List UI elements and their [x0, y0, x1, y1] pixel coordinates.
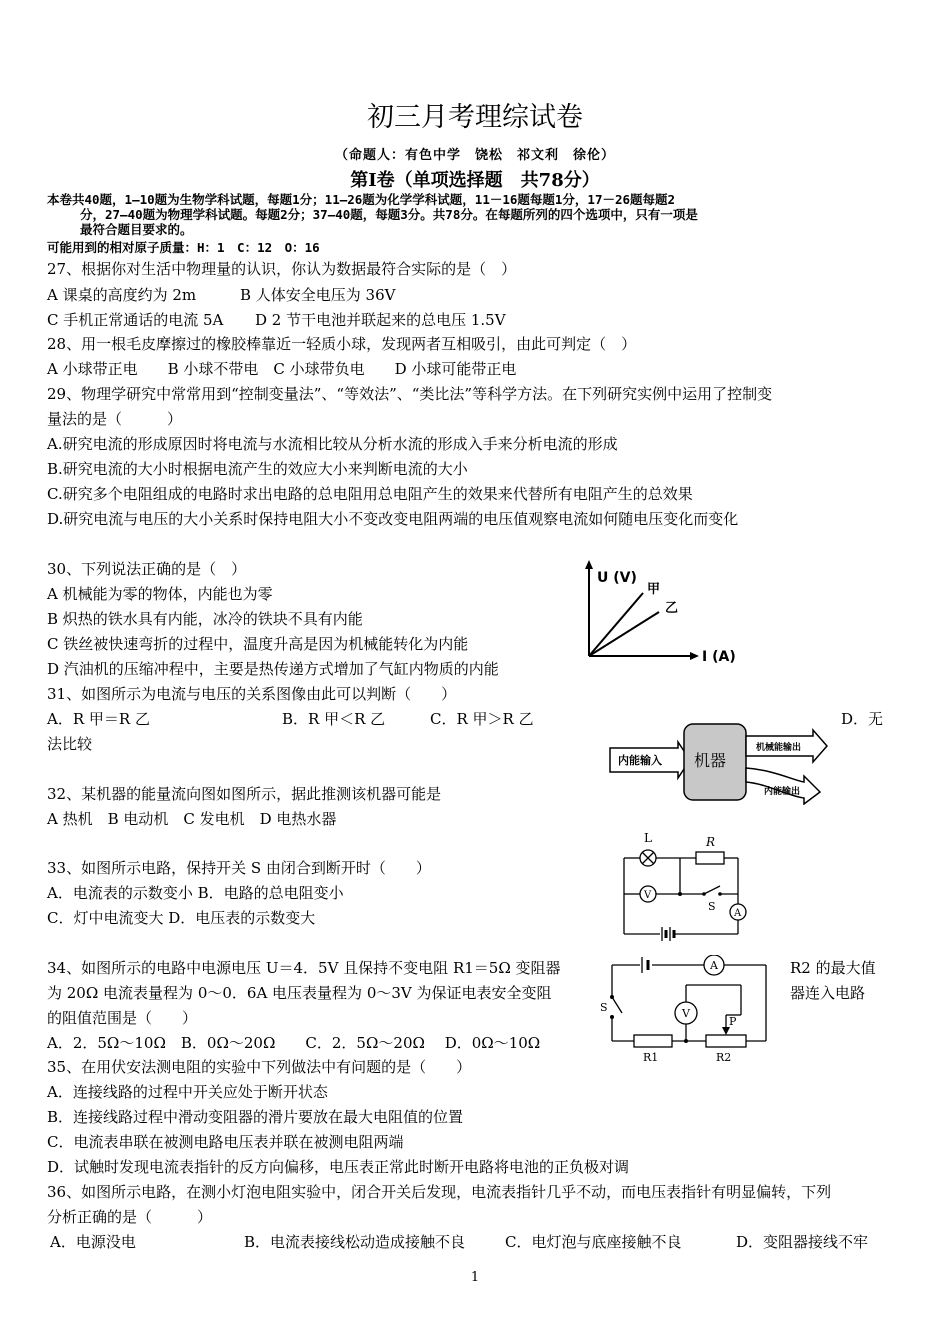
q31-option-d: D．无 [841, 710, 884, 728]
q31-option-b: B．R 甲＜R 乙 [282, 710, 386, 728]
q27-option-c: C 手机正常通话的电流 5A [47, 311, 224, 329]
q27-option-a: A 课桌的高度约为 2m [47, 286, 197, 304]
exam-title: 初三月考理综试卷 [367, 102, 583, 133]
q27-option-b: B 人体安全电压为 36V [240, 286, 396, 304]
q29-option-a: A.研究电流的形成原因时将电流与水流相比较从分析水流的形成入手来分析电流的形成 [47, 435, 618, 453]
q34-stem-2-right: 器连入电路 [790, 984, 866, 1002]
q34-stem-3: 的阻值范围是（ ） [47, 1009, 198, 1027]
q30-stem: 30、下列说法正确的是（ ） [47, 560, 247, 578]
u-i-graph [575, 560, 745, 670]
intro-line-1: 本卷共40题，1—10题为生物学科试题，每题1分；11—26题为化学学科试题，11－16题每题1分，17－26题每题2 [47, 192, 676, 207]
circuit-diagram-q33 [610, 826, 770, 946]
q36-option-b: B．电流表接线松动造成接触不良 [244, 1233, 466, 1251]
graph-y-label: U (V) [597, 570, 637, 586]
circuit1-label-l: L [644, 831, 652, 845]
q34-stem-1-right: R2 的最大值 [790, 959, 876, 977]
q31-option-a: A．R 甲＝R 乙 [47, 710, 150, 728]
q36-stem-2: 分析正确的是（ ） [47, 1208, 213, 1226]
q35-option-c: C．电流表串联在被测电路电压表并联在被测电阻两端 [47, 1133, 404, 1151]
q28-stem: 28、用一根毛皮摩擦过的橡胶棒靠近一轻质小球，发现两者互相吸引，由此可判定（ ） [47, 335, 637, 353]
q32-stem: 32、某机器的能量流向图如图所示，据此推测该机器可能是 [47, 785, 442, 803]
q27-option-d: D 2 节干电池并联起来的总电压 1.5V [255, 311, 506, 329]
circuit2-label-r1: R1 [643, 1051, 659, 1064]
circuit2-label-a: A [710, 959, 718, 972]
diagram-output-heat: 内能输出 [764, 787, 801, 797]
circuit1-label-a: A [734, 908, 742, 919]
intro-line-3: 最符合题目要求的。 [80, 222, 193, 237]
q29-option-c: C.研究多个电阻组成的电路时求出电路的总电阻用总电阻产生的效果来代替所有电阻产生的总效果 [47, 485, 693, 503]
circuit1-label-r: R [706, 835, 716, 849]
q34-stem-2: 为 20Ω 电流表量程为 0～0．6A 电压表量程为 0～3V 为保证电表安全变阻 [47, 984, 552, 1002]
section-heading: 第Ⅰ卷（单项选择题 共78分） [350, 170, 600, 191]
q29-stem-1: 29、物理学研究中常常用到“控制变量法”、“等效法”、“类比法”等科学方法。在下列研究实例中运用了控制变 [47, 385, 773, 403]
q36-option-c: C．电灯泡与底座接触不良 [505, 1233, 682, 1251]
diagram-input-label: 内能输入 [618, 754, 662, 767]
q36-stem-1: 36、如图所示电路，在测小灯泡电阻实验中，闭合开关后发现，电流表指针几乎不动，而电压表指针有明显偏转，下列 [47, 1183, 832, 1201]
graph-x-label: I (A) [702, 649, 736, 665]
q34-options: A．2．5Ω～10Ω B．0Ω～20Ω C．2．5Ω～20Ω D．0Ω～10Ω [47, 1034, 541, 1052]
circuit2-label-p: P [729, 1015, 737, 1028]
q31-stem: 31、如图所示为电流与电压的关系图像由此可以判断（ ） [47, 685, 457, 703]
diagram-machine-label: 机器 [694, 751, 727, 770]
q29-option-b: B.研究电流的大小时根据电流产生的效应大小来判断电流的大小 [47, 460, 468, 478]
diagram-output-mech: 机械能输出 [756, 743, 802, 753]
q29-option-d: D.研究电流与电压的大小关系时保持电阻大小不变改变电阻两端的电压值观察电流如何随电压变化而变化 [47, 510, 739, 528]
q36-option-a: A．电源没电 [50, 1233, 136, 1251]
q28-options: A 小球带正电 B 小球不带电 C 小球带负电 D 小球可能带正电 [47, 360, 517, 378]
q30-option-d: D 汽油机的压缩冲程中，主要是热传递方式增加了气缸内物质的内能 [47, 660, 499, 678]
q30-option-c: C 铁丝被快速弯折的过程中，温度升高是因为机械能转化为内能 [47, 635, 469, 653]
circuit2-label-v: V [682, 1007, 690, 1020]
q30-option-a: A 机械能为零的物体，内能也为零 [47, 585, 273, 603]
q35-stem: 35、在用伏安法测电阻的实验中下列做法中有问题的是（ ） [47, 1058, 472, 1076]
intro-line-2: 分，27—40题为物理学科试题。每题2分；37—40题，每题3分。共78分。在每题所列的四个选项中，只有一项是 [80, 207, 698, 222]
q33-stem: 33、如图所示电路，保持开关 S 由闭合到断开时（ ） [47, 859, 431, 877]
page-number: 1 [470, 1270, 480, 1285]
graph-line-jia: 甲 [647, 582, 661, 597]
q33-options-cd: C．灯中电流变大 D．电压表的示数变大 [47, 909, 316, 927]
circuit1-label-s: S [708, 900, 716, 913]
q30-option-b: B 炽热的铁水具有内能，冰冷的铁块不具有内能 [47, 610, 363, 628]
q35-option-d: D．试触时发现电流表指针的反方向偏移，电压表正常此时断开电路将电池的正负极对调 [47, 1158, 630, 1176]
q29-stem-2: 量法的是（ ） [47, 410, 183, 428]
q33-options-ab: A．电流表的示数变小 B．电路的总电阻变小 [47, 884, 344, 902]
circuit2-label-s: S [600, 1001, 608, 1014]
q35-option-a: A．连接线路的过程中开关应处于断开状态 [47, 1083, 328, 1101]
q35-option-b: B．连接线路过程中滑动变阻器的滑片要放在最大电阻值的位置 [47, 1108, 464, 1126]
intro-line-4: 可能用到的相对原子质量：H：1 C：12 O：16 [47, 240, 320, 255]
exam-authors: （命题人：有色中学 饶松 祁文利 徐伦） [334, 148, 615, 163]
q31-option-d-cont: 法比较 [47, 735, 93, 753]
q36-option-d: D．变阻器接线不牢 [736, 1233, 869, 1251]
energy-flow-diagram [608, 720, 833, 805]
circuit1-label-v: V [644, 890, 652, 901]
q32-options: A 热机 B 电动机 C 发电机 D 电热水器 [47, 810, 337, 828]
graph-line-yi: 乙 [665, 601, 679, 616]
q27-stem: 27、根据你对生活中物理量的认识，你认为数据最符合实际的是（ ） [47, 260, 517, 278]
circuit2-label-r2: R2 [716, 1051, 732, 1064]
circuit-diagram-q34 [596, 955, 786, 1065]
q31-option-c: C．R 甲＞R 乙 [430, 710, 534, 728]
q34-stem-1: 34、如图所示的电路中电源电压 U＝4．5V 且保持不变电阻 R1＝5Ω 变阻器 [47, 959, 561, 977]
